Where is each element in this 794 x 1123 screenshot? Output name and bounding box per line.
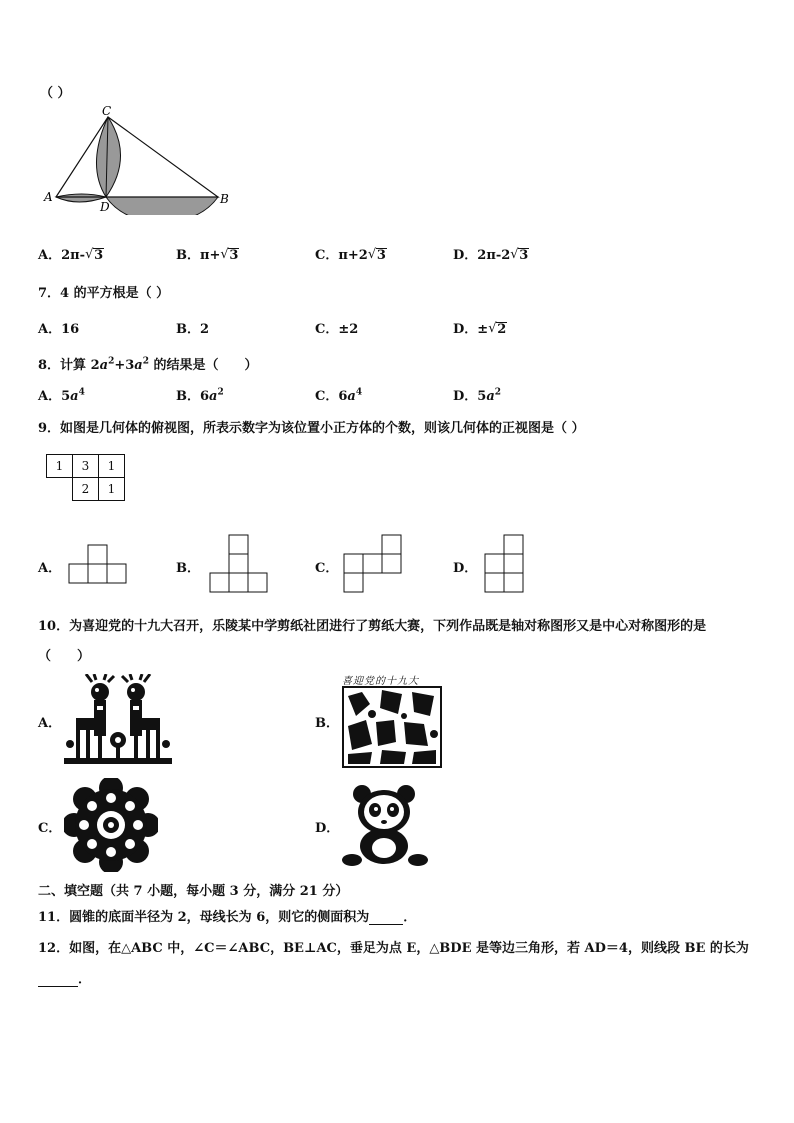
q9-option-b-label: B．: [176, 561, 200, 576]
q12-answer-line: ．: [38, 968, 91, 987]
q10-option-c-flower-papercut: [64, 778, 158, 872]
q10-option-b-label: B．: [315, 716, 339, 731]
section-2-heading: 二、填空题（共 7 小题，每小题 3 分，满分 21 分）: [38, 884, 349, 899]
q10-option-b-caption: 喜迎党的十九大: [342, 676, 419, 687]
q9-option-a-label: A．: [38, 561, 62, 576]
q10-option-d-panda-papercut: [342, 782, 428, 868]
q10-option-a-deer-papercut: [62, 674, 174, 768]
q8-option-b: B．$6a^2$: [176, 387, 224, 404]
grid-cell-empty: [47, 478, 73, 501]
q6-figure: [38, 105, 238, 215]
q6-option-b: B．π+ √ 3: [176, 247, 239, 263]
q9-option-a-figure: [66, 543, 130, 585]
q6-option-d: D．2π-2 √ 3: [453, 247, 529, 263]
q7-option-d: D．± √ 2: [453, 321, 507, 337]
label-a: A: [44, 190, 53, 204]
q7-stem: 7．4 的平方根是（ ）: [38, 286, 170, 301]
grid-cell: 1: [99, 455, 125, 478]
grid-cell: 1: [99, 478, 125, 501]
label-c: C: [102, 105, 112, 118]
q11-answer-blank[interactable]: [369, 912, 403, 925]
q9-option-c-label: C．: [315, 561, 339, 576]
q6-answer-paren: （ ）: [40, 86, 71, 101]
q10-option-c-label: C．: [38, 821, 62, 836]
grid-cell: 3: [73, 455, 99, 478]
q8-option-a: A．$5a^4$: [38, 387, 85, 404]
q6-option-a: A．2π- √ 3: [38, 247, 104, 263]
q9-option-c-figure: [341, 533, 405, 595]
q10-option-b-papercut: [342, 686, 442, 768]
q8-stem: 8．计算 $2a^2+3a^2$ 的结果是（ ）: [38, 356, 258, 373]
label-b: B: [220, 192, 229, 206]
q12-stem: 12．如图，在△ABC 中，∠C＝∠ABC，BE⊥AC，垂足为点 E，△BDE 是等边三角形，若 AD＝4，则线段 BE 的长为: [38, 941, 749, 956]
q9-option-d-label: D．: [453, 561, 478, 576]
q7-option-a: A．16: [38, 322, 80, 337]
q8-option-d: D．$5a^2$: [453, 387, 502, 404]
q10-option-d-label: D．: [315, 821, 340, 836]
q8-option-c: C．$6a^4$: [315, 387, 363, 404]
q10-stem-line2: （ ）: [38, 649, 91, 664]
q9-option-d-figure: [483, 533, 529, 595]
q7-option-c: C．±2: [315, 322, 359, 337]
q11-stem: 11．圆锥的底面半径为 2，母线长为 6，则它的侧面积为 ．: [38, 910, 417, 925]
q10-stem-line1: 10．为喜迎党的十九大召开，乐陵某中学剪纸社团进行了剪纸大赛，下列作品既是轴对称图形又是中心对称图形的是: [38, 619, 707, 634]
label-d: D: [100, 200, 110, 214]
q6-option-c: C．π+2 √ 3: [315, 247, 386, 263]
q10-option-a-label: A．: [38, 716, 62, 731]
q12-answer-blank[interactable]: [38, 974, 78, 987]
q9-option-b-figure: [207, 533, 271, 595]
grid-cell: 2: [73, 478, 99, 501]
q9-stem: 9．如图是几何体的俯视图，所表示数字为该位置小正方体的个数，则该几何体的正视图是（ ）: [38, 421, 585, 436]
grid-cell: 1: [47, 455, 73, 478]
q7-option-b: B．2: [176, 322, 210, 337]
q9-top-view-grid: [46, 454, 125, 501]
